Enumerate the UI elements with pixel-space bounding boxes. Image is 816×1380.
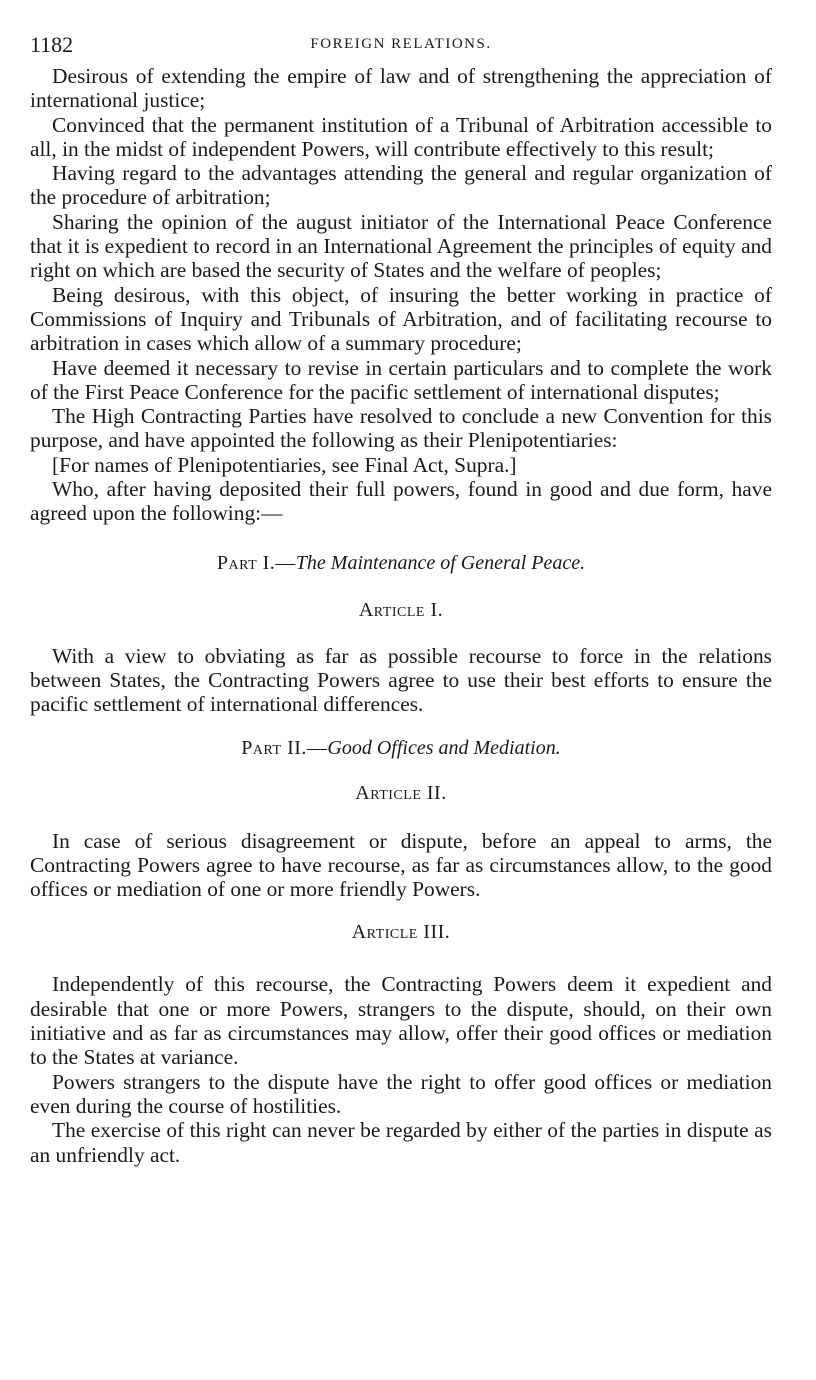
article-3-body — [30, 972, 772, 1166]
document-page — [30, 28, 772, 1167]
part-2-label: Part II.— — [241, 736, 328, 759]
preamble-paragraph: Convinced that the permanent institution of a Tribunal of Arbitration accessible to all, in the midst of independent Powers, will contribute effectively to this result; — [30, 112, 772, 161]
preamble-paragraph: Who, after having deposited their full powers, found in good and due form, have agreed upon the following:— — [30, 477, 772, 526]
preamble-paragraph: Being desirous, with this object, of insuring the better working in practice of Commissions of Inquiry and Tribunals of Arbitration, and of facilitating recourse to arbitration in cases which allow of a summary procedure; — [30, 282, 772, 356]
preamble-paragraph: Desirous of extending the empire of law and of strengthening the appreciation of international justice; — [30, 64, 772, 113]
article-2-heading: Article II. — [355, 781, 447, 804]
article-paragraph: The exercise of this right can never be regarded by either of the parties in dispute as an unfriendly act. — [30, 1118, 772, 1167]
preamble-paragraph: [For names of Plenipotentiaries, see Final Act, Supra.] — [52, 452, 517, 477]
part-1-title: The Maintenance of General Peace. — [295, 551, 586, 574]
article-1-body — [30, 644, 772, 717]
page-header — [30, 28, 772, 64]
article-paragraph: With a view to obviating as far as possible recourse to force in the relations between States, the Contracting Powers agree to use their best efforts to ensure the pacific settlement of international differences. — [30, 643, 772, 717]
preamble-paragraph: Sharing the opinion of the august initiator of the International Peace Conference that it is expedient to record in an International Agreement the principles of equity and right on which are based the security of States and the welfare of peoples; — [30, 209, 772, 283]
article-paragraph: In case of serious disagreement or dispute, before an appeal to arms, the Contracting Powers agree to have recourse, as far as circumstances allow, to the good offices or mediation of one or more friendly Powers. — [30, 828, 772, 902]
article-paragraph: Independently of this recourse, the Contracting Powers deem it expedient and desirable that one or more Powers, strangers to the dispute, should, on their own initiative and as far as circumstances may allow, offer their good offices or mediation to the States at variance. — [30, 972, 772, 1070]
article-2-body — [30, 829, 772, 902]
article-paragraph: Powers strangers to the dispute have the right to offer good offices or mediation even during the course of hostilities. — [30, 1069, 772, 1118]
running-head: FOREIGN RELATIONS. — [310, 36, 492, 52]
preamble-paragraph: The High Contracting Parties have resolved to conclude a new Convention for this purpose, and have appointed the following as their Plenipotentiaries: — [30, 404, 772, 453]
article-3-heading: Article III. — [351, 921, 451, 944]
part-1-label: Part I.— — [216, 551, 296, 574]
preamble-paragraph: Having regard to the advantages attending the general and regular organization of the procedure of arbitration; — [30, 161, 772, 210]
part-2-heading — [30, 737, 772, 760]
part-2-title: Good Offices and Mediation. — [327, 736, 561, 759]
part-1-heading — [30, 552, 772, 575]
preamble-paragraph: Have deemed it necessary to revise in certain particulars and to complete the work of the First Peace Conference for the pacific settlement of international disputes; — [30, 355, 772, 404]
page-number: 1182 — [30, 32, 74, 57]
article-1-heading: Article I. — [358, 598, 444, 621]
preamble — [30, 64, 772, 526]
